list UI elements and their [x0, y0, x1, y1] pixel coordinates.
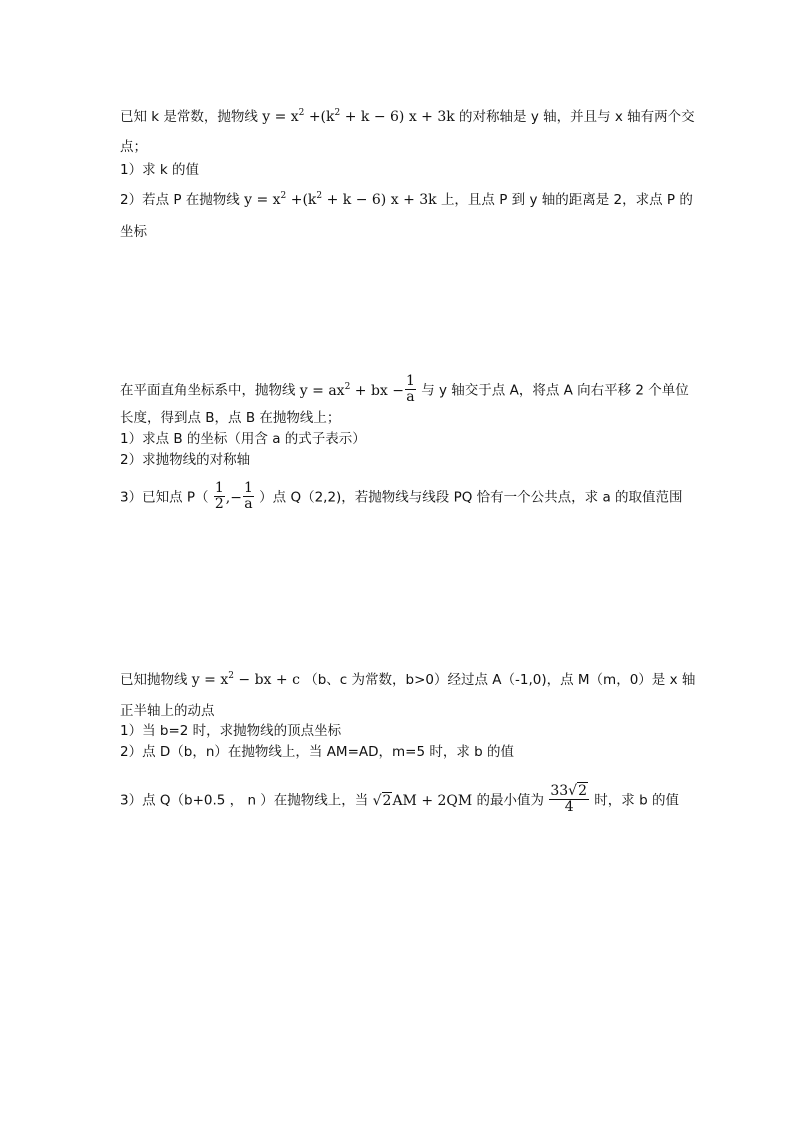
p2-equation: $y = ax^2$ + bx − $\frac{1}{a}$ — [299, 373, 415, 405]
p2-question-2: 2）求抛物线的对称轴 — [120, 452, 251, 468]
p2-point-p: $\frac{1}{2}$ ,− $\frac{1}{a}$ — [214, 480, 253, 512]
p1-equation: $y = x^2 +(k^2 + k - 6) x + 3k$ — [262, 108, 455, 125]
p3-equation: $y = x^2$ − bx + c — [191, 671, 300, 688]
p1-intro-b: 的对称轴是 y 轴，并且与 x 轴有两个交 — [459, 109, 695, 125]
p2-q3-a: 3）已知点 P（ — [120, 489, 209, 506]
p2-intro-c: 长度，得到点 B，点 B 在抛物线上； — [120, 410, 341, 426]
p3-intro-a: 已知抛物线 — [120, 672, 188, 688]
p3-intro-b: （b、c 为常数，b>0）经过点 A（-1,0)，点 M（m，0）是 x 轴 — [304, 672, 696, 688]
p3-q3-a: 3）点 Q（b+0.5 ， n ）在抛物线上，当 — [120, 792, 369, 809]
p3-question-1: 1）当 b=2 时，求抛物线的顶点坐标 — [120, 723, 342, 739]
p1-intro-a: 已知 k 是常数，抛物线 — [120, 109, 258, 125]
p1-question-2-line — [120, 190, 693, 210]
p1-q2-b: 上，且点 P 到 y 轴的距离是 2，求点 P 的 — [440, 192, 693, 208]
p3-question-3-line — [120, 785, 679, 816]
p2-intro-a: 在平面直角坐标系中，抛物线 — [120, 382, 296, 399]
p2-intro-line — [120, 375, 689, 406]
p3-expression: √2AM + 2QM — [372, 792, 473, 809]
p2-question-3-line — [120, 482, 683, 513]
p2-intro-b: 与 y 轴交于点 A，将点 A 向右平移 2 个单位 — [421, 382, 689, 399]
p3-question-2: 2）点 D（b，n）在抛物线上，当 AM=AD，m=5 时，求 b 的值 — [120, 744, 515, 760]
p1-q2-c: 坐标 — [120, 224, 147, 240]
p1-question-1: 1）求 k 的值 — [120, 162, 199, 178]
p2-question-1: 1）求点 B 的坐标（用含 a 的式子表示） — [120, 431, 366, 447]
p2-q3-b: ）点 Q（2,2)，若抛物线与线段 PQ 恰有一个公共点，求 a 的取值范围 — [259, 489, 683, 506]
p3-intro-c: 正半轴上的动点 — [120, 703, 215, 719]
p3-q3-b: 的最小值为 — [476, 792, 545, 809]
p1-q2-a: 2）若点 P 在抛物线 — [120, 192, 240, 208]
p1-q2-equation: $y = x^2 +(k^2 + k - 6) x + 3k$ — [244, 191, 437, 208]
p1-intro-line — [120, 107, 695, 127]
p1-intro-c: 点； — [120, 139, 147, 155]
p3-intro-line — [120, 670, 695, 690]
p3-q3-c: 时，求 b 的值 — [594, 792, 679, 809]
p3-min-value: $\frac{33√2}{4}$ — [550, 783, 587, 815]
